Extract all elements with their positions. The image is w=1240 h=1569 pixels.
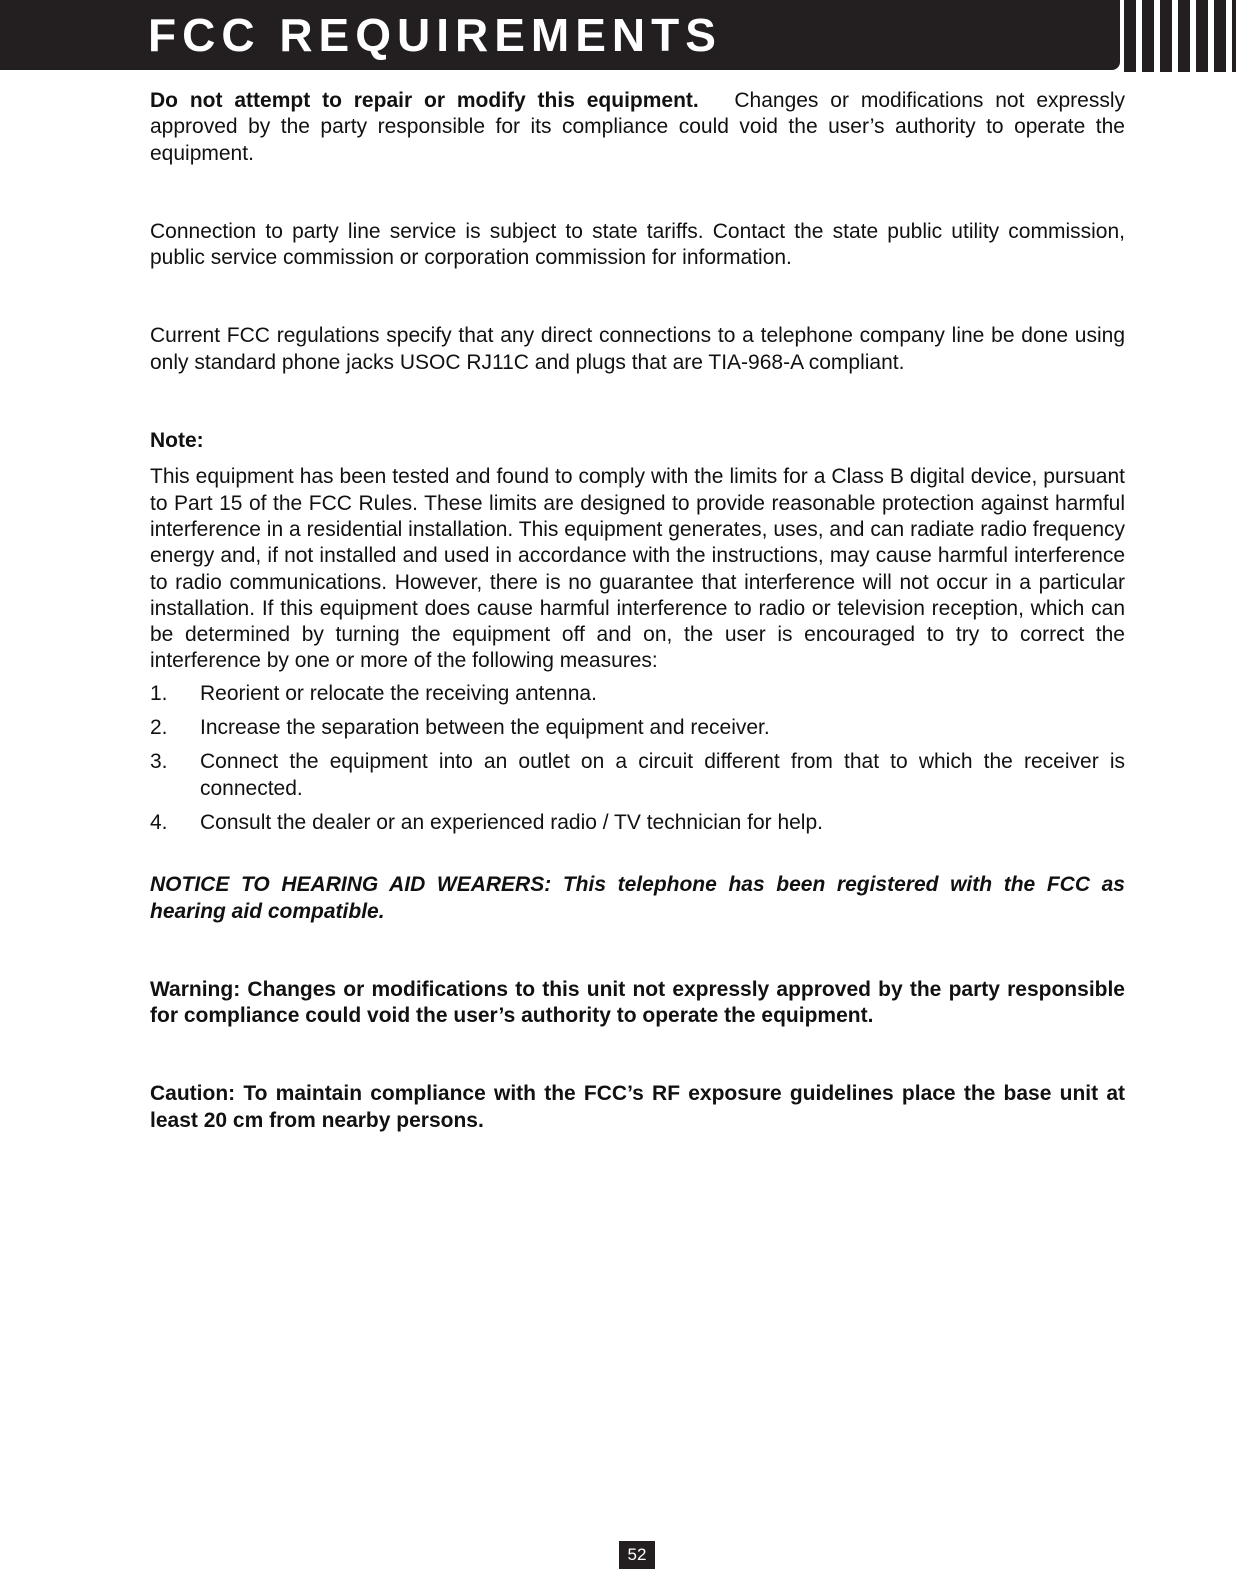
list-text: Consult the dealer or an experienced radio / TV technician for help. <box>200 810 823 834</box>
caution-text: Caution: To maintain compliance with the FCC’s RF exposure guidelines place the base unit at least 20 cm from nearby persons. <box>150 1082 1125 1132</box>
list-item <box>150 810 1125 836</box>
list-number: 2. <box>150 716 168 740</box>
document-body <box>150 88 1125 1134</box>
list-text: Increase the separation between the equipment and receiver. <box>200 716 770 740</box>
list-item <box>150 681 1125 707</box>
list-text: Reorient or relocate the receiving antenna. <box>200 681 597 705</box>
repair-warning-text: Changes or modifications not expressly approved by the party responsible for its compliance could void the user’s authority to operate the equipment. <box>150 89 1126 165</box>
hearing-aid-notice: NOTICE TO HEARING AID WEARERS: This telephone has been registered with the FCC as hearing aid compatible. <box>150 873 1125 923</box>
decorative-pattern-icon <box>1124 0 1236 72</box>
list-item <box>150 749 1125 802</box>
measures-list <box>150 681 1125 836</box>
list-item <box>150 715 1125 741</box>
list-text: Connect the equipment into an outlet on a circuit different from that to which the receiver is connected. <box>200 750 1125 800</box>
paragraph-repair <box>150 88 1125 167</box>
list-number: 4. <box>150 810 168 834</box>
warning-text: Warning: Changes or modifications to this unit not expressly approved by the party responsible for compliance could void the user’s authority to operate the equipment. <box>150 977 1125 1028</box>
page-title: FCC REQUIREMENTS <box>148 9 722 61</box>
paragraph-regulations: Current FCC regulations specify that any direct connections to a telephone company line be done using only standard phone jacks USOC RJ11C and plugs that are TIA-968-A compliant. <box>150 324 1125 374</box>
paragraph-party-line: Connection to party line service is subject to state tariffs. Contact the state public utility commission, public service commission or corporation commission for information. <box>150 219 1125 270</box>
page-number: 52 <box>619 1541 655 1569</box>
note-heading: Note: <box>150 429 204 453</box>
header-bar <box>0 0 1120 70</box>
list-number: 3. <box>150 750 168 774</box>
list-number: 1. <box>150 681 168 705</box>
repair-warning-bold: Do not attempt to repair or modify this equipment. <box>150 89 699 112</box>
note-text: This equipment has been tested and found to comply with the limits for a Class B digital device, pursuant to Part 15 of the FCC Rules. These limits are designed to provide reasonable protection against harmful interference in a residential installation. This equipment generates, uses, and can radiate radio frequency energy and, if not installed and used in accordance with the instructions, may cause harmful interference to radio communications. However, there is no guarantee that interference will not occur in a particular installation. If this equipment does cause harmful interference to radio or television reception, which can be determined by turning the equipment off and on, the user is encouraged to try to correct the interference by one or more of the following measures: <box>150 465 1125 673</box>
